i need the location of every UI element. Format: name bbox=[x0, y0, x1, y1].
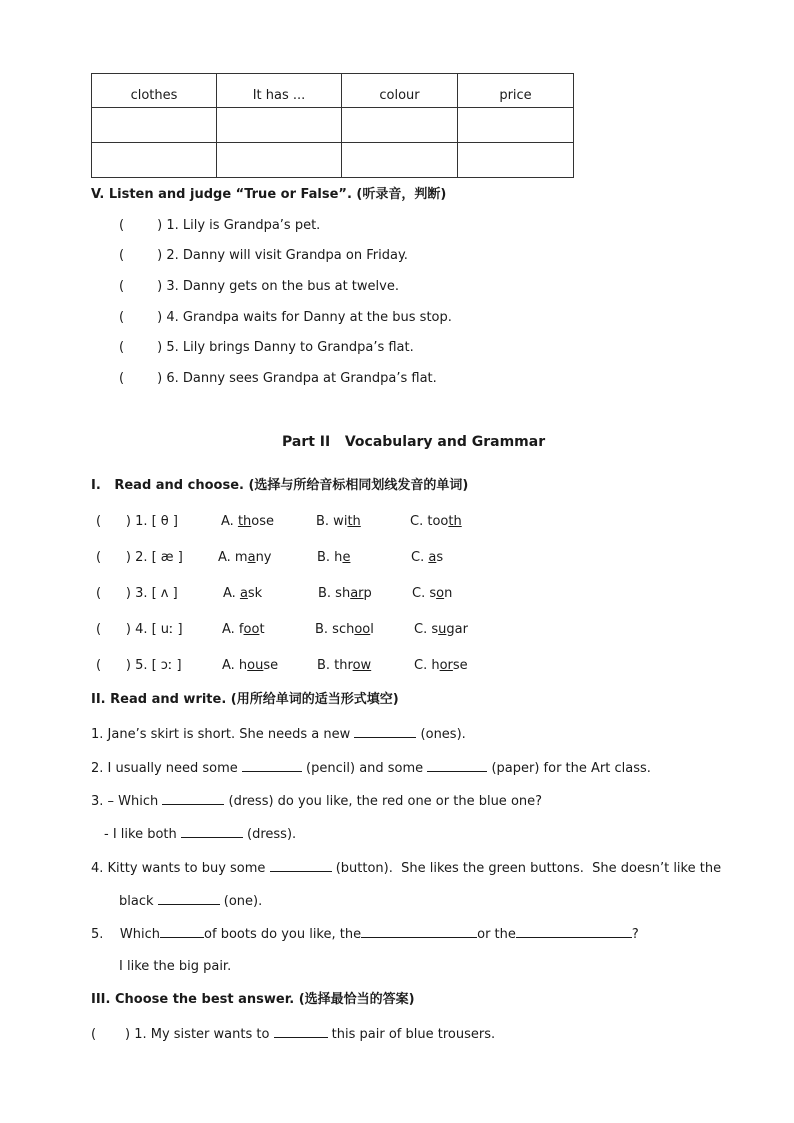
option-a[interactable]: A. ask bbox=[223, 586, 263, 601]
option-a[interactable]: A. those bbox=[221, 514, 275, 529]
option-a[interactable]: A. many bbox=[218, 550, 272, 565]
table-cell[interactable] bbox=[342, 143, 458, 178]
fill-sentence: 3. – Which (dress) do you like, the red one or the blue one? bbox=[91, 794, 543, 809]
table-cell[interactable] bbox=[342, 108, 458, 143]
fill-sentence: 1. Jane’s skirt is short. She needs a new (ones). bbox=[91, 727, 466, 742]
fill-sentence: 4. Kitty wants to buy some (button). She likes the green buttons. She doesn’t like the bbox=[91, 861, 722, 876]
answer-bracket[interactable]: ( ) bbox=[119, 371, 163, 386]
answer-blank[interactable] bbox=[162, 792, 224, 805]
table-header-cell: colour bbox=[342, 74, 458, 108]
item-text: 4. Grandpa waits for Danny at the bus stop. bbox=[166, 310, 452, 325]
option-c[interactable]: C. horse bbox=[414, 658, 468, 673]
fill-sentence: 5. Which of boots do you like, the or the ? bbox=[91, 927, 639, 942]
answer-blank[interactable] bbox=[274, 1025, 328, 1038]
answer-blank[interactable] bbox=[270, 859, 332, 872]
list-item bbox=[119, 218, 320, 234]
question-label: ( ) 5. [ ɔː ] bbox=[96, 658, 182, 673]
option-b[interactable]: B. sharp bbox=[318, 586, 372, 601]
list-item bbox=[119, 279, 399, 295]
option-b[interactable]: B. he bbox=[317, 550, 351, 565]
option-b[interactable]: B. with bbox=[316, 514, 361, 529]
section-title: II. Read and write. (用所给单词的适当形式填空) bbox=[91, 692, 399, 707]
table-cell[interactable] bbox=[92, 108, 217, 143]
answer-bracket[interactable]: ( ) bbox=[119, 218, 163, 233]
part-title: Part II Vocabulary and Grammar bbox=[282, 434, 546, 450]
answer-blank[interactable] bbox=[242, 759, 302, 772]
answer-blank[interactable] bbox=[158, 892, 220, 905]
list-item bbox=[119, 310, 452, 326]
fill-sentence: 2. I usually need some (pencil) and some (paper) for the Art class. bbox=[91, 761, 651, 776]
table-cell[interactable] bbox=[217, 108, 342, 143]
option-c[interactable]: C. tooth bbox=[410, 514, 462, 529]
fill-sentence: - I like both (dress). bbox=[104, 827, 297, 842]
table-row bbox=[92, 143, 574, 178]
answer-blank[interactable] bbox=[160, 925, 204, 938]
question-label: ( ) 1. [ θ ] bbox=[96, 514, 178, 529]
question-label: ( ) 4. [ uː ] bbox=[96, 622, 183, 637]
table-cell[interactable] bbox=[92, 143, 217, 178]
item-text: 6. Danny sees Grandpa at Grandpa’s flat. bbox=[166, 371, 437, 386]
table-header-cell: It has ... bbox=[217, 74, 342, 108]
option-a[interactable]: A. house bbox=[222, 658, 279, 673]
item-text: 5. Lily brings Danny to Grandpa’s flat. bbox=[166, 340, 414, 355]
option-c[interactable]: C. son bbox=[412, 586, 453, 601]
item-text: 2. Danny will visit Grandpa on Friday. bbox=[166, 248, 408, 263]
answer-bracket[interactable]: ( ) bbox=[119, 310, 163, 325]
answer-bracket[interactable]: ( ) bbox=[119, 340, 163, 355]
option-b[interactable]: B. throw bbox=[317, 658, 372, 673]
table-row bbox=[92, 108, 574, 143]
question-label: ( ) 2. [ æ ] bbox=[96, 550, 183, 565]
section-title: III. Choose the best answer. (选择最恰当的答案) bbox=[91, 992, 415, 1007]
clothes-table bbox=[91, 73, 574, 178]
section-title: I. Read and choose. (选择与所给音标相同划线发音的单词) bbox=[91, 478, 469, 493]
table-cell[interactable] bbox=[458, 108, 574, 143]
list-item bbox=[119, 248, 408, 264]
table-cell[interactable] bbox=[217, 143, 342, 178]
table-header-row bbox=[92, 74, 574, 108]
table-cell[interactable] bbox=[458, 143, 574, 178]
option-c[interactable]: C. sugar bbox=[414, 622, 468, 637]
answer-bracket[interactable]: ( ) bbox=[119, 279, 163, 294]
item-text: 1. Lily is Grandpa’s pet. bbox=[166, 218, 321, 233]
answer-blank[interactable] bbox=[516, 925, 632, 938]
fill-sentence: I like the big pair. bbox=[119, 959, 232, 974]
option-c[interactable]: C. as bbox=[411, 550, 444, 565]
table-header-cell: clothes bbox=[92, 74, 217, 108]
listening-title: V. Listen and judge “True or False”. (听录音，判断) bbox=[91, 187, 447, 202]
answer-blank[interactable] bbox=[181, 825, 243, 838]
table-header-cell: price bbox=[458, 74, 574, 108]
option-a[interactable]: A. foot bbox=[222, 622, 265, 637]
choice-question: ( ) 1. My sister wants to this pair of blue trousers. bbox=[91, 1027, 496, 1042]
list-item bbox=[119, 371, 437, 387]
item-text: 3. Danny gets on the bus at twelve. bbox=[166, 279, 399, 294]
question-label: ( ) 3. [ ʌ ] bbox=[96, 586, 178, 601]
option-b[interactable]: B. school bbox=[315, 622, 374, 637]
answer-blank[interactable] bbox=[354, 725, 416, 738]
answer-blank[interactable] bbox=[427, 759, 487, 772]
list-item bbox=[119, 340, 414, 356]
fill-sentence: black (one). bbox=[119, 894, 263, 909]
answer-bracket[interactable]: ( ) bbox=[119, 248, 163, 263]
answer-blank[interactable] bbox=[361, 925, 477, 938]
